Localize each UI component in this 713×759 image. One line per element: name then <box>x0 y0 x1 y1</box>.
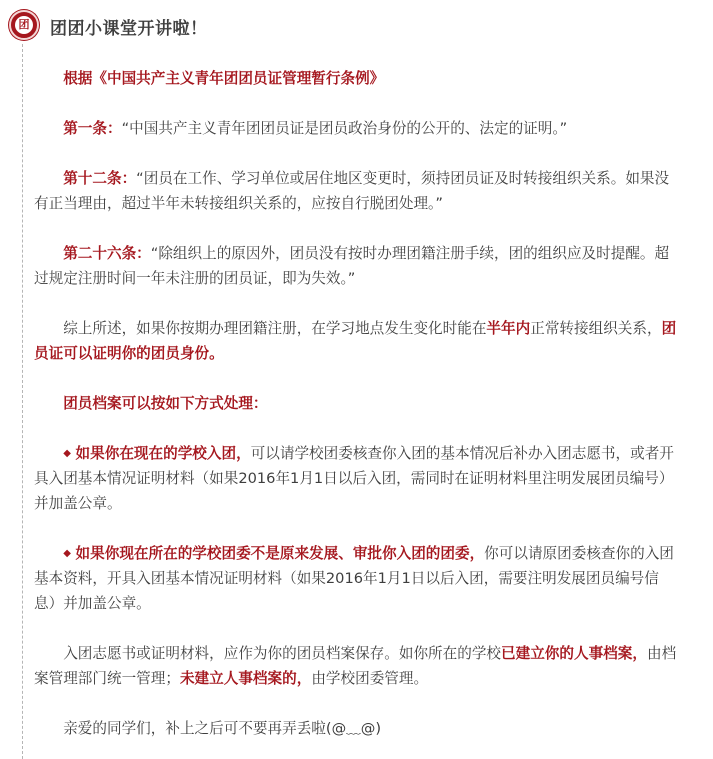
page-title: 团团小课堂开讲啦！ <box>50 19 208 39</box>
article-12-paragraph <box>34 166 678 216</box>
case-1-highlight: 如果你在现在的学校入团， <box>75 445 251 462</box>
archive-note-part-2: 由档案管理部门统一管理； <box>34 645 677 687</box>
article-12-label: 第十二条： <box>63 170 137 187</box>
article-1-text: “中国共产主义青年团团员证是团员政治身份的公开的、法定的证明。” <box>121 120 568 137</box>
archive-heading-paragraph <box>34 391 678 416</box>
summary-highlight-1: 半年内 <box>486 320 531 337</box>
archive-note-paragraph <box>34 641 678 691</box>
archive-note-highlight-2: 未建立人事档案的， <box>179 670 312 687</box>
summary-part-1: 综上所述，如果你按期办理团籍注册，在学习地点发生变化时能在 <box>63 320 487 337</box>
archive-note-highlight-1: 已建立你的人事档案， <box>501 645 647 662</box>
summary-highlight-2: 团员证可以证明你的团员身份。 <box>34 320 677 362</box>
case-1-text: 可以请学校团委核查你入团的基本情况后补办入团志愿书，或者开具入团基本情况证明材料（如果2016年1月1日以后入团，需同时在证明材料里注明发展团员编号）并加盖公章。 <box>34 445 674 512</box>
archive-note-part-3: 由学校团委管理。 <box>311 670 429 687</box>
article-12-text: “团员在工作、学习单位或居住地区变更时，须持团员证及时转接组织关系。如果没有正当理由，超过半年未转接组织关系的，应按自行脱团处理。” <box>34 170 670 212</box>
article-body <box>34 66 678 741</box>
article-1-paragraph <box>34 116 678 141</box>
intro-text: 根据《中国共产主义青年团团员证管理暂行条例》 <box>63 70 385 87</box>
timeline-divider <box>22 44 23 759</box>
article-26-label: 第二十六条： <box>63 245 151 262</box>
header-badge-icon <box>9 10 39 40</box>
closing-paragraph <box>34 716 678 741</box>
summary-paragraph <box>34 316 678 366</box>
diamond-bullet-icon: ◆ <box>63 548 71 559</box>
closing-text: 亲爱的同学们，补上之后可不要再弄丢啦(@﹏@) <box>63 720 382 737</box>
case-2-highlight: 如果你现在所在的学校团委不是原来发展、审批你入团的团委， <box>75 545 485 562</box>
archive-note-part-1: 入团志愿书或证明材料，应作为你的团员档案保存。如你所在的学校 <box>63 645 502 662</box>
article-26-paragraph <box>34 241 678 291</box>
archive-heading: 团员档案可以按如下方式处理： <box>63 395 268 412</box>
summary-part-2: 正常转接组织关系， <box>530 320 662 337</box>
case-2-paragraph <box>34 541 678 616</box>
article-26-text: “除组织上的原因外，团员没有按时办理团籍注册手续，团的组织应及时提醒。超过规定注册时间一年未注册的团员证，即为失效。” <box>34 245 670 287</box>
diamond-bullet-icon: ◆ <box>63 448 71 459</box>
intro-paragraph <box>34 66 678 91</box>
case-1-paragraph <box>34 441 678 516</box>
article-1-label: 第一条： <box>63 120 122 137</box>
badge-glyph: 团 <box>15 16 33 34</box>
case-2-text: 你可以请原团委核查你的入团基本资料，开具入团基本情况证明材料（如果2016年1月1日以后入团，需要注明发展团员编号信息）并加盖公章。 <box>34 545 674 612</box>
